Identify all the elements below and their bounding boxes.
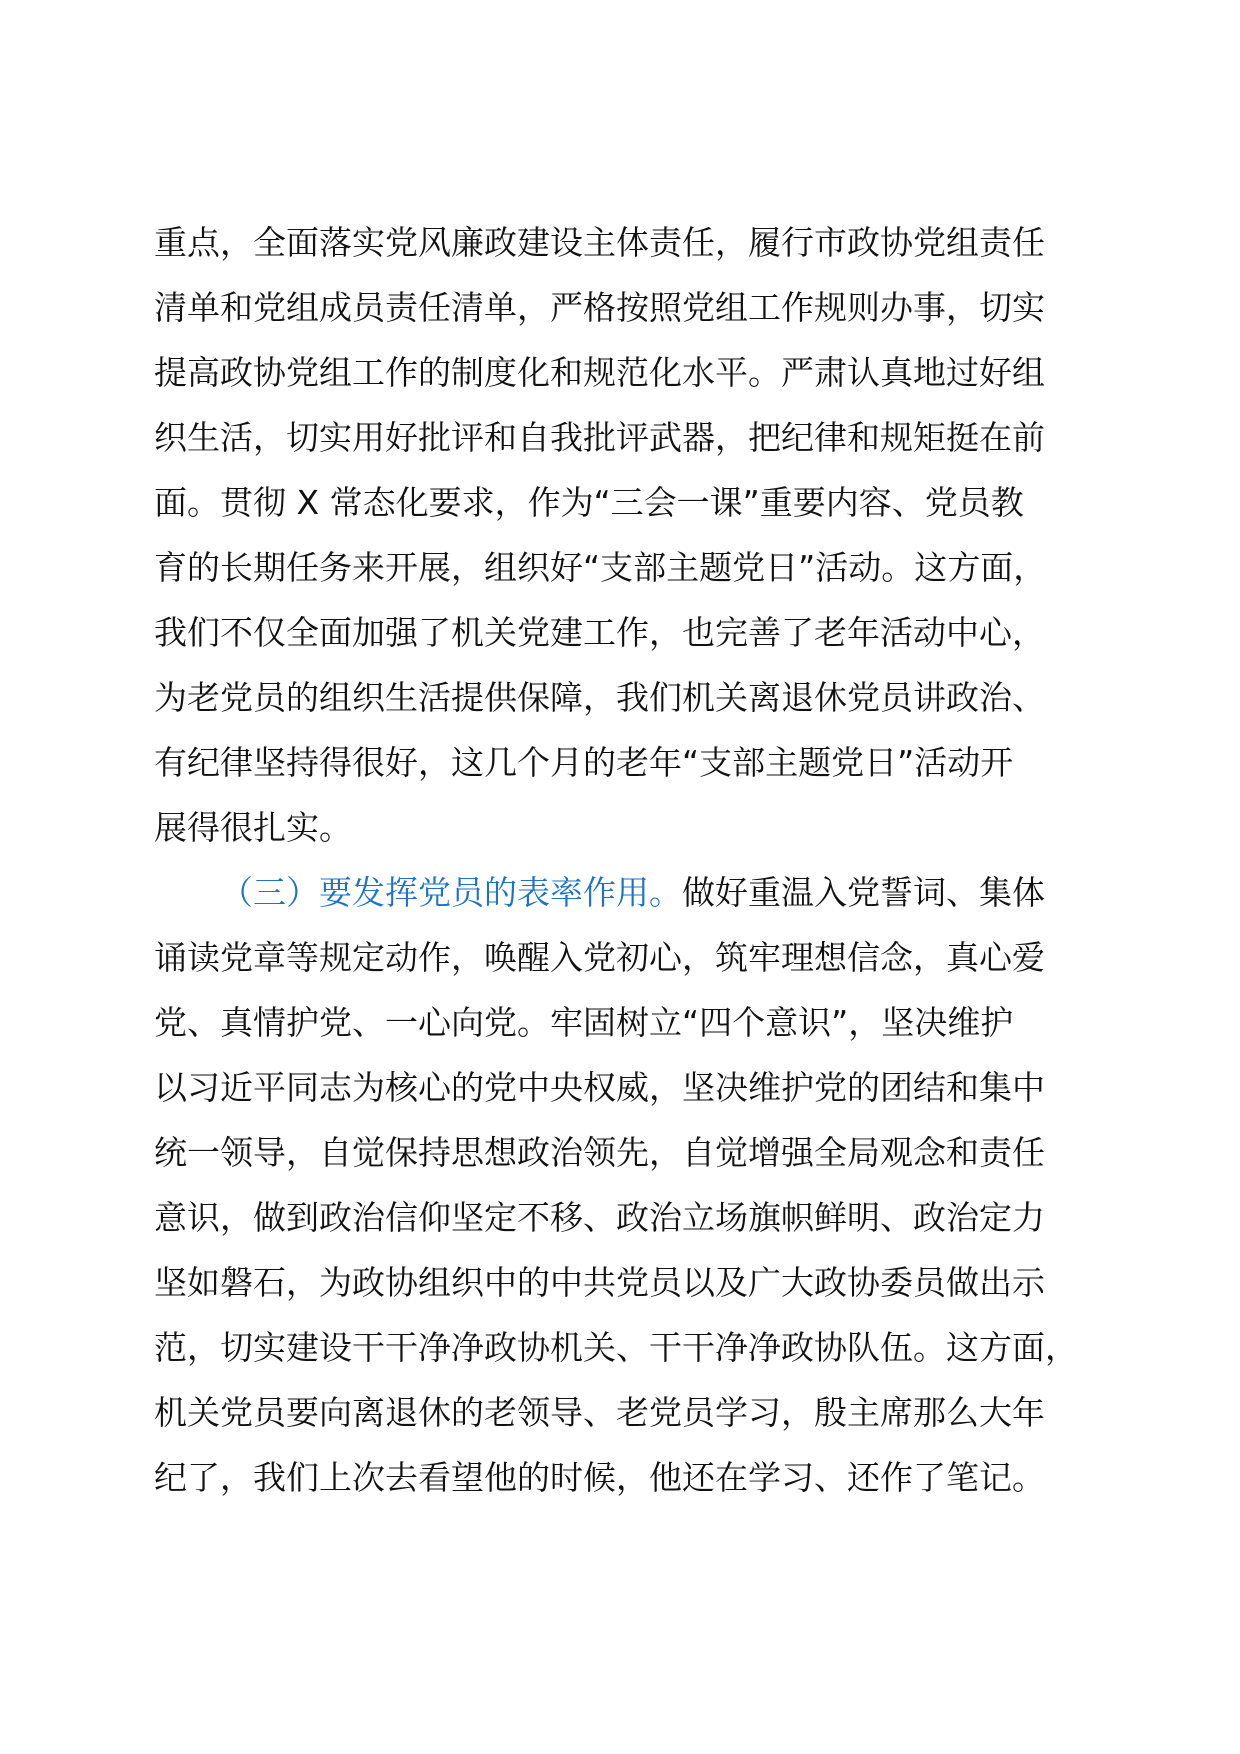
paragraph-line: 织生活，切实用好批评和自我批评武器，把纪律和规矩挺在前: [154, 418, 1045, 457]
paragraph-line: 展得很扎实。: [154, 808, 352, 847]
paragraph-line: 纪了，我们上次去看望他的时候，他还在学习、还作了笔记。: [154, 1458, 1045, 1497]
paragraph-line: 我们不仅全面加强了机关党建工作，也完善了老年活动中心，: [154, 613, 1045, 652]
paragraph-line: 有纪律坚持得很好，这几个月的老年“支部主题党日”活动开: [154, 743, 1014, 782]
paragraph-line: 统一领导，自觉保持思想政治领先，自觉增强全局观念和责任: [154, 1133, 1045, 1172]
paragraph-line: 意识，做到政治信仰坚定不移、政治立场旗帜鲜明、政治定力: [154, 1198, 1045, 1237]
paragraph-line: 育的长期任务来开展，组织好“支部主题党日”活动。这方面，: [154, 548, 1047, 587]
paragraph-line: 面。贯彻 X 常态化要求，作为“三会一课”重要内容、党员教: [154, 483, 1024, 522]
paragraph-1: [154, 210, 1114, 860]
paragraph-line: 提高政协党组工作的制度化和规范化水平。严肃认真地过好组: [154, 353, 1045, 392]
paragraph-line: 以习近平同志为核心的党中央权威，坚决维护党的团结和集中: [154, 1068, 1045, 1107]
paragraph-line: 机关党员要向离退休的老领导、老党员学习，殷主席那么大年: [154, 1393, 1045, 1432]
document-body: [154, 210, 1114, 1510]
paragraph-line: 清单和党组成员责任清单，严格按照党组工作规则办事，切实: [154, 288, 1045, 327]
paragraph-line: 重点，全面落实党风廉政建设主体责任，履行市政协党组责任: [154, 223, 1045, 262]
paragraph-line: 为老党员的组织生活提供保障，我们机关离退休党员讲政治、: [154, 678, 1045, 717]
paragraph-line: 党、真情护党、一心向党。牢固树立“四个意识”，坚决维护: [154, 1003, 1014, 1042]
paragraph-line: 诵读党章等规定动作，唤醒入党初心，筑牢理想信念，真心爱: [154, 938, 1045, 977]
section-heading: （三）要发挥党员的表率作用。: [220, 873, 682, 912]
paragraph-first-line: [154, 860, 1114, 925]
paragraph-line: 范，切实建设干干净净政协机关、干干净净政协队伍。这方面，: [154, 1328, 1078, 1367]
section-heading-continuation: 做好重温入党誓词、集体: [682, 873, 1045, 912]
paragraph-2: [154, 860, 1114, 1510]
paragraph-line: 坚如磐石，为政协组织中的中共党员以及广大政协委员做出示: [154, 1263, 1045, 1302]
